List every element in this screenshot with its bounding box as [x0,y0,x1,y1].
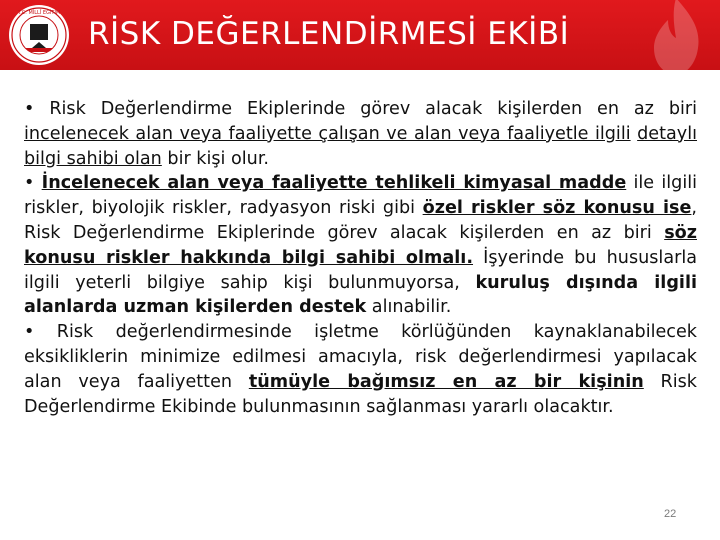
paragraph-text: Risk değerlendirmesinde işletme körlüğünden kaynaklanabilecek eksikliklerin minimize edilmesi amacıyla, risk değerlendirmesi yapılacak alan veya faaliyetten [24,322,697,392]
flame-watermark-icon [646,0,706,70]
paragraph-text: alınabilir. [371,297,452,318]
bold-underlined-text: tümüyle bağımsız en az bir kişinin [248,371,644,392]
svg-text:T.C. MİLLÎ EĞİTİM: T.C. MİLLÎ EĞİTİM [17,10,61,16]
bold-underlined-text: İncelenecek alan veya faaliyette tehlikeli kimyasal madde [41,173,627,194]
bold-underlined-text: söz konusu riskler hakkında bilgi sahibi olmalı. [24,222,697,268]
paragraph-text: bir kişi olur. [167,148,270,169]
paragraph-text: Risk Değerlendirme Ekibinde bulunmasının sağlanması yararlı olacaktır. [24,371,697,417]
paragraph-text: Risk Değerlendirme Ekiplerinde görev alacak kişilerden en az biri [49,99,698,119]
underlined-text: incelenecek alan veya faaliyette çalışan ve alan veya faaliyetle ilgili [24,123,631,144]
paragraph-text: İşyerinde bu hususlarla ilgili yeterli bilgiye sahip kişi bulunmuyorsa, [24,247,698,293]
bullet-paragraph-2 [24,171,697,320]
title-bar [0,0,720,70]
bullet-marker: • [24,322,35,343]
bold-text: kuruluş dışında ilgili alanlarda uzman kişilerden destek [24,272,698,318]
meb-seal-icon [8,4,70,66]
paragraph-text: , Risk Değerlendirme Ekiplerinde görev alacak kişilerden en az biri [24,198,698,243]
bold-underlined-text: özel riskler söz konusu ise [422,198,692,219]
bullet-paragraph-1 [24,97,697,171]
paragraph-text: ile ilgili riskler, biyolojik riskler, radyasyon riski gibi [24,173,697,219]
underlined-text: detaylı bilgi sahibi olan [24,123,698,169]
bullet-marker: • [24,173,35,194]
page-title: RİSK DEĞERLENDİRMESİ EKİBİ [88,16,570,52]
slide-number: 22 [664,508,677,520]
bullet-marker: • [24,99,35,119]
slide-body [24,97,697,419]
bullet-paragraph-3 [24,320,697,419]
